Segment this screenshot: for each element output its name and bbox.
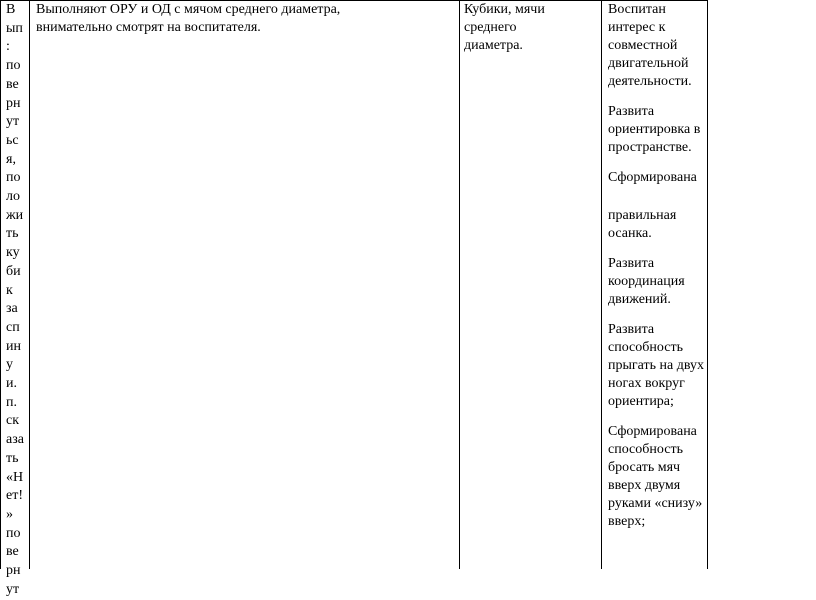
text-fragment: «Н: [6, 469, 24, 485]
text-fragment: :: [6, 39, 10, 55]
table-cell-activity: [31, 0, 458, 569]
activity-text: Выполняют ОРУ и ОД с мячом среднего диаметра, внимательно смотрят на воспитателя.: [36, 2, 341, 35]
text-fragment: я,: [6, 151, 16, 167]
text-fragment: ск: [6, 413, 20, 429]
text-fragment: ть: [6, 226, 19, 242]
text-fragment: ут: [6, 581, 20, 597]
text-fragment: к: [6, 282, 13, 298]
table-cell-equipment: [461, 0, 600, 569]
outcome-item: Сформирована способность бросать мяч вверх двумя руками «снизу» вверх;: [608, 424, 703, 529]
text-fragment: и.: [6, 376, 17, 392]
table-cell-outcomes: [603, 0, 707, 569]
outcome-item: Развита ориентировка в пространстве.: [608, 104, 701, 155]
equipment-text: Кубики, мячи среднего диаметра.: [464, 2, 545, 53]
text-fragment: »: [6, 506, 13, 522]
text-fragment: ут: [6, 114, 20, 130]
text-fragment: ку: [6, 245, 20, 261]
text-fragment: ьс: [6, 132, 19, 148]
instruction-text: [6, 1, 24, 600]
text-fragment: ет!: [6, 488, 23, 504]
text-fragment: по: [6, 525, 21, 541]
outcome-item: Развита координация движений.: [608, 256, 685, 307]
text-fragment: у: [6, 357, 13, 373]
text-fragment: за: [6, 301, 18, 317]
text-fragment: ть: [6, 450, 19, 466]
text-fragment: п.: [6, 394, 17, 410]
outcomes-list: [608, 1, 706, 543]
outcome-item: Воспитан интерес к совместной двигательной деятельности.: [608, 2, 692, 89]
column-divider-3: [601, 0, 602, 569]
table-cell-instructions: [1, 0, 28, 597]
text-fragment: ве: [6, 76, 19, 92]
outcome-item: Сформирована: [608, 170, 697, 185]
text-fragment: би: [6, 263, 21, 279]
text-fragment: ин: [6, 338, 21, 354]
text-fragment: сп: [6, 319, 20, 335]
text-fragment: ве: [6, 544, 19, 560]
table-border-right: [707, 0, 708, 569]
text-fragment: по: [6, 58, 21, 74]
column-divider-2: [459, 0, 460, 569]
text-fragment: по: [6, 170, 21, 186]
text-fragment: ып: [6, 20, 23, 36]
outcome-item: Развита способность прыгать на двух ногах вокруг ориентира;: [608, 322, 704, 409]
text-fragment: жи: [6, 207, 24, 223]
column-divider-1: [29, 0, 30, 569]
text-fragment: В: [6, 2, 16, 17]
text-fragment: рн: [6, 95, 21, 111]
text-fragment: ло: [6, 189, 20, 205]
outcome-item: правильная осанка.: [608, 208, 677, 241]
text-fragment: рн: [6, 563, 21, 579]
text-fragment: аза: [6, 432, 24, 448]
